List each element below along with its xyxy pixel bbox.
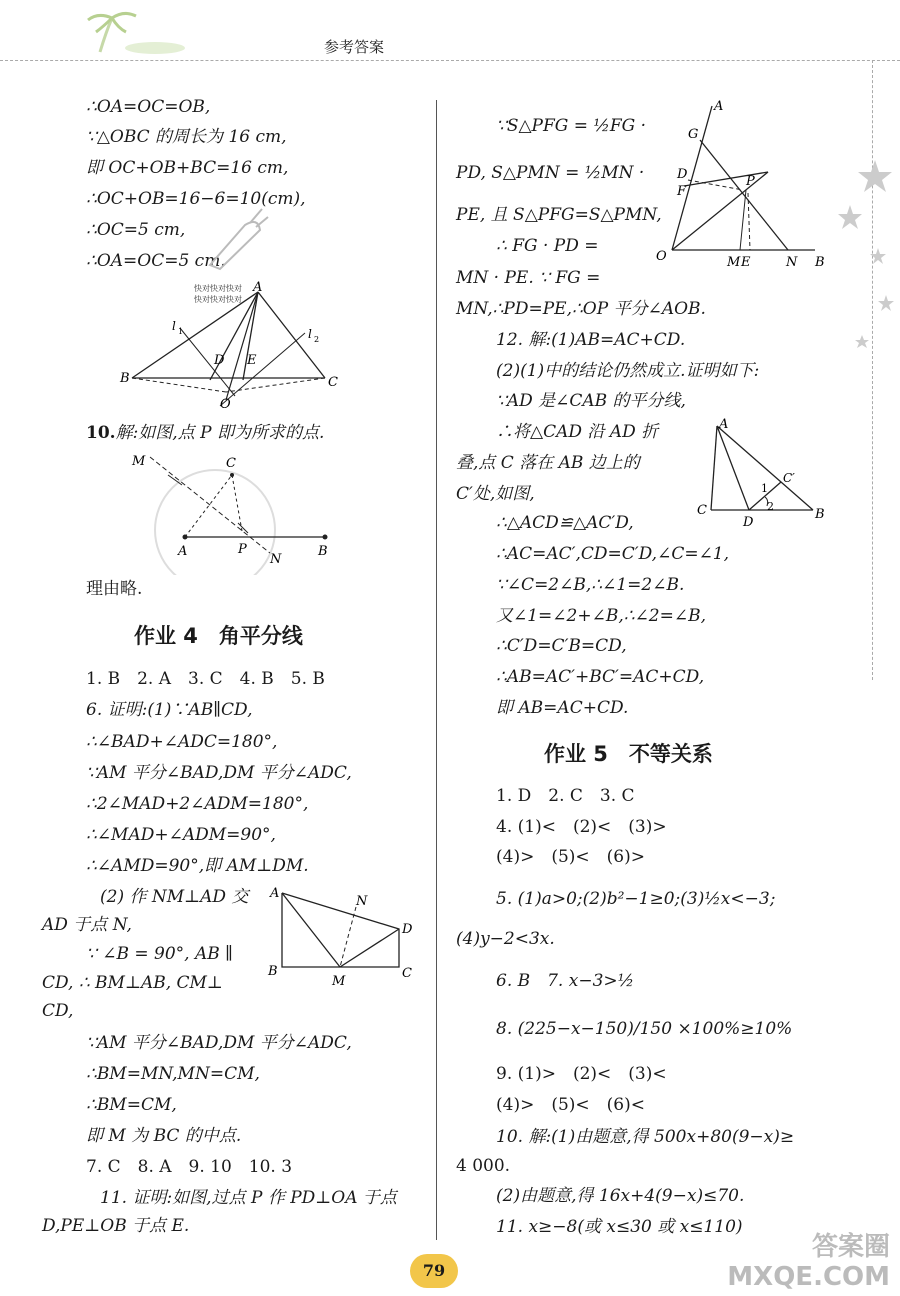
stars-decoration [830,150,900,360]
label-E: E [247,353,257,368]
section-title-5: 作业 5 不等关系 [544,742,713,766]
text-line: ∴BM=MN,MN=CM, [86,1064,260,1084]
text-line: 叠,点 C 落在 AB 边上的 [456,453,640,473]
label-D: D [402,922,413,937]
answers-line: 1. D 2. C 3. C [496,786,635,806]
text-line: (2)由题意,得 16x+4(9−x)≤70. [496,1186,745,1206]
label-l2-sub: 2 [314,335,320,344]
answers-line: 7. C 8. A 9. 10 10. 3 [86,1157,293,1177]
column-divider [436,100,437,1240]
label-A: A [178,544,188,559]
label-N: N [270,552,282,567]
label-B: B [268,964,278,979]
label-B: B [815,507,825,522]
label-M: M [132,454,146,469]
text-line: PE, 且 S△PFG=S△PMN, [456,205,662,225]
text-line: 4. (1)< (2)< (3)> [496,817,667,837]
text-line: ∴OA=OC=5 cm. [86,251,226,271]
label-F: F [677,184,687,199]
star-icon [838,205,862,229]
text-line: ∴△ACD≌△AC′D, [496,513,634,533]
star-icon [870,248,886,264]
carrot-watermark-icon [200,205,270,275]
text-line: ∴C′D=C′B=CD, [496,636,627,656]
section-title-4: 作业 4 角平分线 [134,624,303,648]
label-l1: l [172,319,176,333]
label-G: G [688,127,699,142]
label-angle-1: 1 [761,482,768,495]
figure-point-p [120,445,340,575]
label-N: N [786,255,798,270]
label-M: M [332,974,346,989]
question-12: 12. 解:(1)AB=AC+CD. [496,330,686,350]
text-line: PD, S△PMN = ½MN · [456,163,645,183]
text-line: 5. (1)a>0;(2)b²−1≥0;(3)½x<−3; [496,889,776,909]
label-B: B [815,255,825,270]
watermark-line: 答案圈 [811,1232,890,1262]
label-C: C [226,456,236,471]
label-A: A [253,280,263,295]
label-M: M [727,255,741,270]
label-C-prime: C′ [783,471,795,485]
star-icon [878,295,894,311]
text-line: ∵∠C=2∠B,∴∠1=2∠B. [496,575,685,595]
text-line: ∵AM 平分∠BAD,DM 平分∠ADC, [86,1033,352,1053]
label-A: A [719,418,729,432]
header-decoration [60,8,190,56]
label-P: P [746,174,755,189]
text-line: ∴∠AMD=90°,即 AM⊥DM. [86,856,309,876]
label-A: A [714,100,724,114]
text-line: 10. 解:(1)由题意,得 500x+80(9−x)≥ [496,1127,795,1147]
label-N: N [356,894,368,909]
watermark-line: MXQE.COM [727,1262,890,1292]
text-line: 即 AB=AC+CD. [496,698,629,718]
label-angle-2: 2 [767,500,774,513]
stamp-text: 快对快对快对 [194,295,242,304]
text-line: 9. (1)> (2)< (3)< [496,1064,667,1084]
question-10 [86,422,324,444]
label-C: C [402,966,412,981]
text-line: ∴∠BAD+∠ADC=180°, [86,732,278,752]
text-line: 4 000. [456,1156,511,1176]
watermark-circle [155,470,275,575]
question-number: 10. [86,423,116,443]
text-line: 理由略. [86,579,143,599]
text-line: ∴BM=CM, [86,1095,177,1115]
label-C: C [697,503,707,518]
figure-angle-bisector [650,100,835,270]
header-divider [0,60,900,61]
text-line: 又∠1=∠2+∠B,∴∠2=∠B, [496,606,707,626]
text-line: ∵S△PFG = ½FG · [496,116,647,136]
text-line: 8. (225−x−150)/150 ×100%≥10% [496,1019,793,1039]
text-line: ∴OC=5 cm, [86,220,186,240]
label-l2: l [308,327,312,341]
label-P: P [238,542,247,557]
site-watermark [727,1232,890,1292]
text-line: D,PE⊥OB 于点 E. [42,1216,190,1236]
text-line: 11. x≥−8(或 x≤30 或 x≤110) [496,1217,743,1237]
text-line: ∴ FG · PD = [496,236,599,256]
star-icon [858,160,892,192]
text-line: (4)> (5)< (6)< [496,1095,645,1115]
text-line: ∴AC=AC′,CD=C′D,∠C=∠1, [496,544,730,564]
stamp-text: 快对快对快对 [194,284,242,293]
text-line: ∴∠MAD+∠ADM=90°, [86,825,276,845]
label-D: D [214,353,225,368]
page-header-title: 参考答案 [324,38,385,56]
figure-triangle-obc [110,278,370,418]
text-line: C′处,如图, [456,484,535,504]
text-line: 即 M 为 BC 的中点. [86,1126,242,1146]
label-A: A [270,886,280,901]
text-line: CD, [42,1001,74,1021]
label-B: B [318,544,328,559]
text-line: 6. B 7. x−3>½ [496,971,635,991]
text-line: MN,∴PD=PE,∴OP 平分∠AOB. [456,299,706,319]
text-line: ∵AM 平分∠BAD,DM 平分∠ADC, [86,763,352,783]
figure-trapezoid [264,885,424,990]
page-number: 79 [410,1254,458,1288]
label-l1-sub: 1 [178,327,184,336]
label-C: C [328,375,338,390]
question-text: 解:如图,点 P 即为所求的点. [115,423,325,443]
answers-line: 1. B 2. A 3. C 4. B 5. B [86,669,325,689]
label-D: D [743,515,754,528]
palm-tree-icon [60,8,190,56]
star-icon [855,335,869,348]
text-line: (4)y−2<3x. [456,929,555,949]
text-line: ∴2∠MAD+2∠ADM=180°, [86,794,309,814]
text-line: ∴将△CAD 沿 AD 折 [496,422,659,442]
text-line: CD, ∴ BM⊥AB, CM⊥ [42,973,223,993]
text-line: ∴OA=OC=OB, [86,97,211,117]
text-line: ∵ ∠B = 90°, AB ∥ [86,944,233,964]
question-6-head: 6. 证明:(1)∵AB∥CD, [86,700,253,720]
label-D: D [677,167,688,182]
figure-fold-triangle [695,418,835,528]
text-line: AD 于点 N, [42,915,132,935]
label-E: E [741,255,751,270]
label-O: O [656,249,667,264]
text-line: (2)(1)中的结论仍然成立.证明如下: [496,361,760,381]
text-line: (2) 作 NM⊥AD 交 [100,887,249,907]
label-B: B [120,371,130,386]
question-11: 11. 证明:如图,过点 P 作 PD⊥OA 于点 [100,1188,397,1208]
text-line: ∵AD 是∠CAB 的平分线, [496,391,686,411]
text-line: ∵△OBC 的周长为 16 cm, [86,127,287,147]
label-O: O [220,397,231,412]
text-line: ∴AB=AC′+BC′=AC+CD, [496,667,705,687]
text-line: ∴OC+OB=16−6=10(cm), [86,189,306,209]
text-line: (4)> (5)< (6)> [496,847,645,867]
text-line: MN · PE. ∵ FG = [456,268,601,288]
text-line: 即 OC+OB+BC=16 cm, [86,158,289,178]
